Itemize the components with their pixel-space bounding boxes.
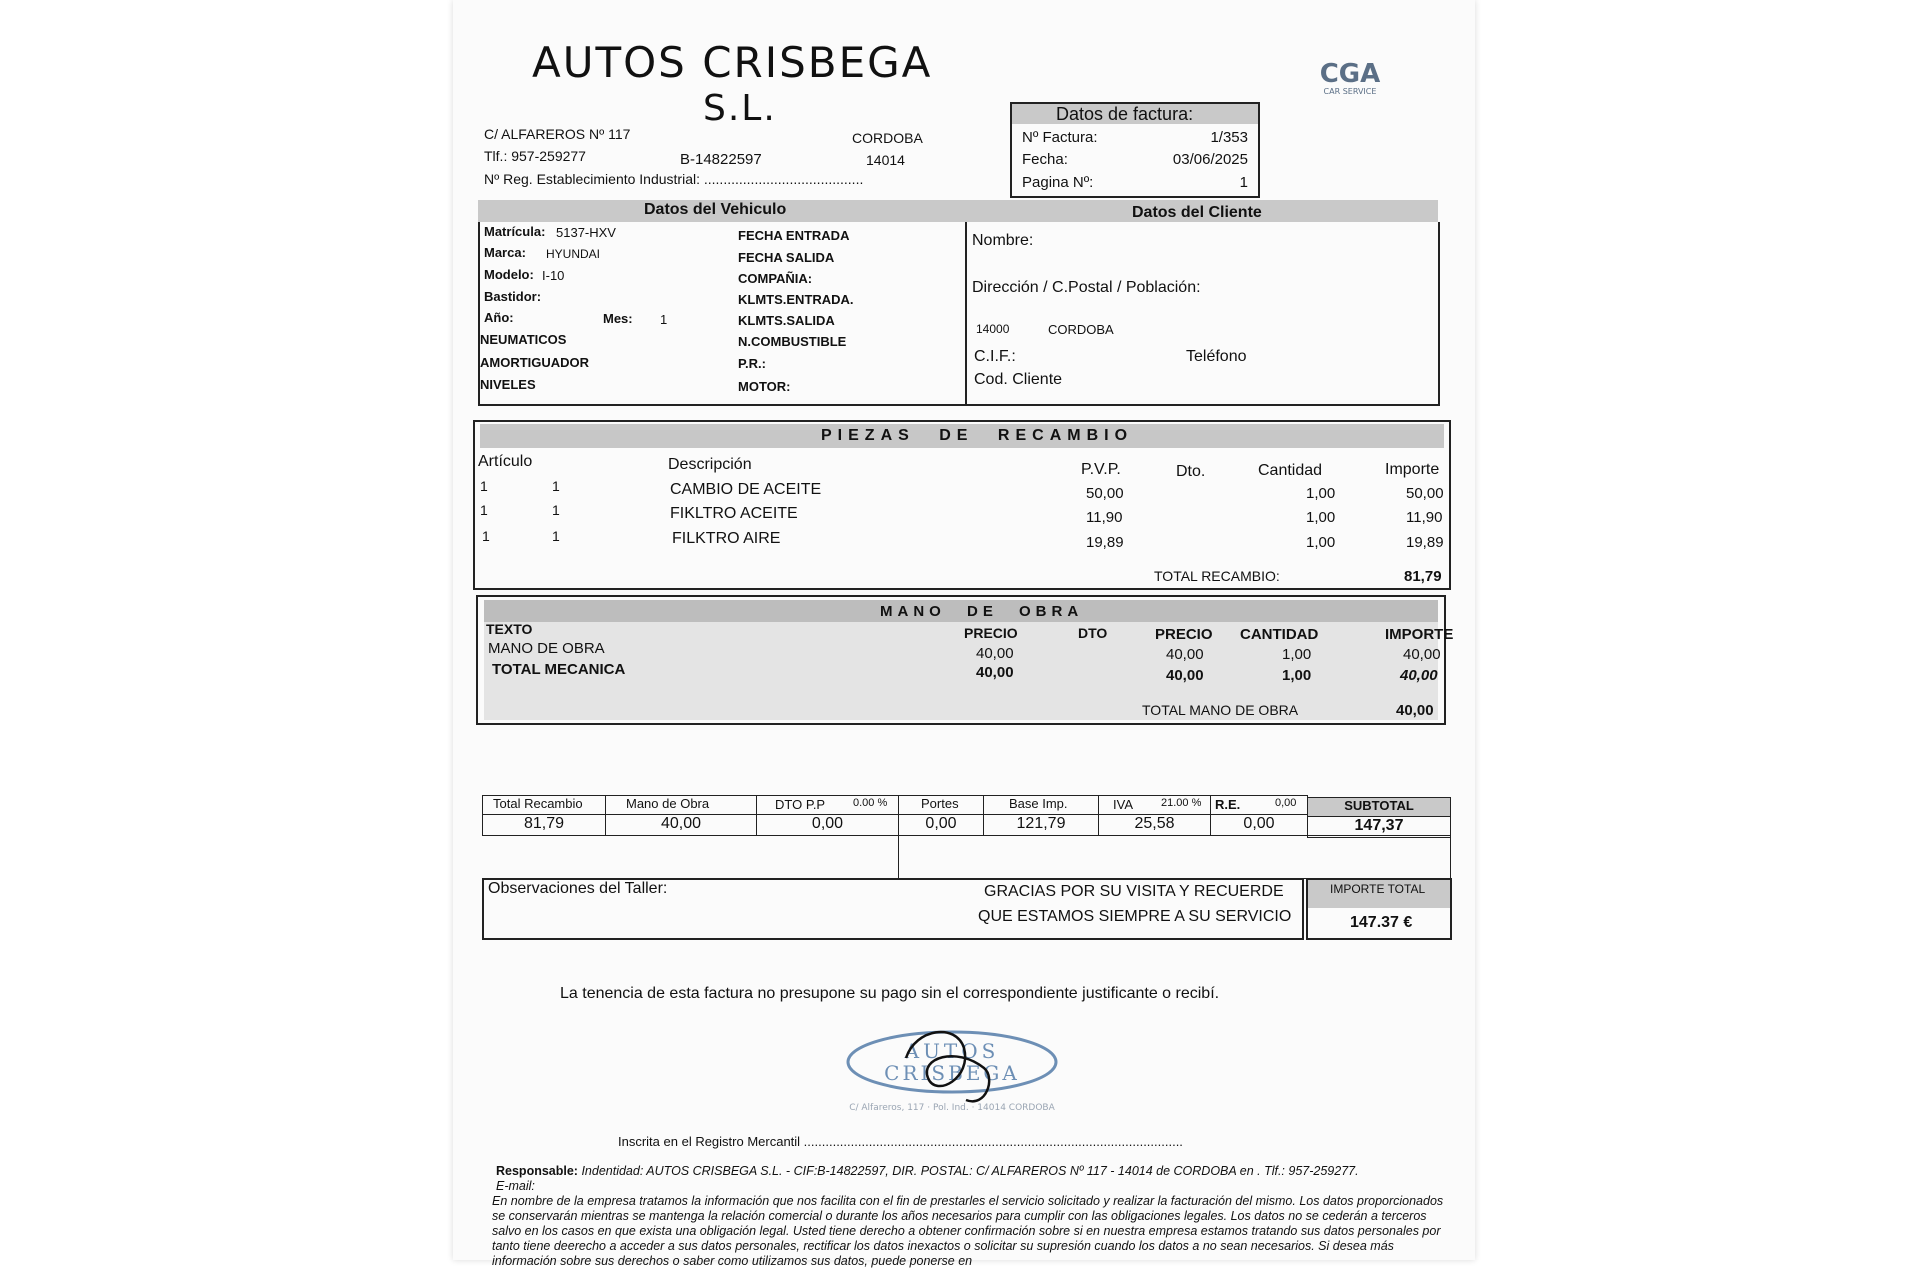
registro-mercantil: Inscrita en el Registro Mercantil ......................................................................................................... xyxy=(618,1134,1183,1149)
sum-h-mano: Mano de Obra xyxy=(605,795,757,815)
labor-row-quantity: 1,00 xyxy=(1282,667,1312,684)
invoice-page-label: Pagina Nº: xyxy=(1022,174,1094,191)
sum-h-re: R.E. xyxy=(1215,797,1241,812)
parts-total-label: TOTAL RECAMBIO: xyxy=(1154,568,1280,584)
company-registry: Nº Reg. Establecimiento Industrial: ......................................... xyxy=(484,171,864,187)
company-phone: Tlf.: 957-259277 xyxy=(484,148,586,164)
row-pvp: 11,90 xyxy=(1086,509,1123,526)
labor-row-quantity: 1,00 xyxy=(1282,646,1312,663)
sum-h-re-cell xyxy=(1210,795,1308,815)
labor-col-precio-net: PRECIO xyxy=(1155,626,1213,643)
nombre-label: Nombre: xyxy=(972,232,1034,249)
mes-value: 1 xyxy=(660,312,668,327)
payment-note: La tenencia de esta factura no presupone su pago sin el correspondiente justificante o recibí. xyxy=(560,985,1220,1002)
invoice-number: 1/353 xyxy=(1210,129,1248,146)
labor-col-precio: PRECIO xyxy=(964,625,1018,641)
row-article-sub: 1 xyxy=(552,528,560,544)
row-pvp: 19,89 xyxy=(1086,534,1124,551)
invoice-page-number: 1 xyxy=(1239,174,1248,191)
marca-label: Marca: xyxy=(484,245,526,260)
stamp-address: C/ Alfareros, 117 · Pol. Ind. · 14014 CORDOBA xyxy=(849,1103,1055,1113)
telefono-label: Teléfono xyxy=(1186,348,1247,365)
pr-label: P.R.: xyxy=(738,356,766,371)
labor-row-amount: 40,00 xyxy=(1400,667,1438,684)
amortiguador-label: AMORTIGUADOR xyxy=(480,355,590,370)
row-description: CAMBIO DE ACEITE xyxy=(670,481,822,498)
neumaticos-label: NEUMATICOS xyxy=(480,332,567,347)
cif-label: C.I.F.: xyxy=(974,348,1016,365)
modelo-value: I-10 xyxy=(542,268,565,283)
row-quantity: 1,00 xyxy=(1306,509,1336,526)
labor-col-importe: IMPORTE xyxy=(1385,626,1454,643)
row-quantity: 1,00 xyxy=(1306,534,1336,551)
labor-row-price: 40,00 xyxy=(976,664,1014,681)
row-description: FIKLTRO ACEITE xyxy=(670,505,798,522)
sum-h-re-val: 0,00 xyxy=(1275,797,1297,809)
labor-total: 40,00 xyxy=(1396,702,1434,719)
labor-title: MANO DE OBRA xyxy=(880,603,1084,620)
company-postal: 14014 xyxy=(866,152,905,168)
labor-col-dto: DTO xyxy=(1078,625,1108,641)
labor-col-cantidad: CANTIDAD xyxy=(1240,626,1319,643)
email-label: E-mail: xyxy=(496,1179,535,1193)
client-city: CORDOBA xyxy=(1048,322,1114,337)
row-quantity: 1,00 xyxy=(1306,485,1336,502)
sum-h-iva-pct: 21.00 % xyxy=(1161,797,1202,809)
row-pvp: 50,00 xyxy=(1086,485,1124,502)
sum-v-portes: 0,00 xyxy=(898,814,984,836)
vehicle-title: Datos del Vehiculo xyxy=(644,201,787,218)
invoice-date: 03/06/2025 xyxy=(1172,151,1248,168)
section-header-bar xyxy=(478,200,1438,222)
sum-h-recambio: Total Recambio xyxy=(482,795,606,815)
company-name: AUTOS CRISBEGA xyxy=(532,38,933,87)
matricula-label: Matrícula: xyxy=(484,224,546,239)
labor-texto-label: TEXTO xyxy=(486,621,533,637)
logo-text: CGA xyxy=(1319,59,1381,89)
sum-v-dto: 0,00 xyxy=(756,814,899,836)
sum-h-dto: DTO P.P xyxy=(775,797,826,812)
responsable-label: Responsable: xyxy=(496,1164,578,1178)
compania-label: COMPAÑIA: xyxy=(738,271,813,286)
sum-h-iva-cell xyxy=(1098,795,1211,815)
sum-blank-cell xyxy=(898,835,1451,879)
direccion-label: Dirección / C.Postal / Población: xyxy=(972,279,1201,296)
observations-line-2: QUE ESTAMOS SIEMPRE A SU SERVICIO xyxy=(978,908,1292,925)
col-pvp: P.V.P. xyxy=(1081,461,1121,478)
stamp-line-1: AUTOS xyxy=(904,1039,1000,1063)
parts-title: PIEZAS DE RECAMBIO xyxy=(821,427,1134,444)
row-amount: 19,89 xyxy=(1406,534,1444,551)
labor-row-net-price: 40,00 xyxy=(1166,646,1204,663)
company-stamp xyxy=(836,1018,1068,1118)
sum-v-iva: 25,58 xyxy=(1098,814,1211,836)
company-city: CORDOBA xyxy=(852,130,923,146)
mes-label: Mes: xyxy=(603,311,633,326)
invoice-date-label: Fecha: xyxy=(1022,151,1068,168)
labor-row-net-price: 40,00 xyxy=(1166,667,1204,684)
stamp-line-2: CRISBEGA xyxy=(884,1061,1020,1085)
labor-row-price: 40,00 xyxy=(976,645,1014,662)
legal-text: En nombre de la empresa tratamos la información que nos facilita con el fin de prestarles el servicio solicitado y realizar la facturación del mismo. Los datos proporcionados se conservarán mientras se mantenga la relación comercial o durante los años necesarios para cumplir con las obligaciones legales. Los datos no se cederán a terceros salvo en los casos en que exista una obligación legal. Usted tiene derecho a obtener confirmación sobre si en nuestra empresa estamos tratando sus datos personales por tanto tiene deerecho a acceder a sus datos personales, rectificar los datos inexactos o solicitar su supresión cuando los datos a no sean necesarios. Si desea más información sobre sus derechos o saber como utilizamos sus datos, puede ponerse en xyxy=(492,1194,1444,1268)
importe-total-label: IMPORTE TOTAL xyxy=(1330,882,1426,896)
cga-logo xyxy=(1300,58,1400,96)
labor-row-amount: 40,00 xyxy=(1403,646,1441,663)
observations-label: Observaciones del Taller: xyxy=(488,880,668,897)
row-amount: 11,90 xyxy=(1406,509,1443,526)
invoice-number-label: Nº Factura: xyxy=(1022,129,1098,146)
parts-total: 81,79 xyxy=(1404,568,1442,585)
sum-v-recambio: 81,79 xyxy=(482,814,606,836)
row-description: FILKTRO AIRE xyxy=(672,530,781,547)
responsable-line xyxy=(496,1164,1359,1178)
company-address: C/ ALFAREROS Nº 117 xyxy=(484,126,631,142)
sum-h-dto-pct: 0.00 % xyxy=(853,797,888,809)
col-articulo: Artículo xyxy=(478,453,533,470)
sum-h-portes: Portes xyxy=(898,795,984,815)
col-importe: Importe xyxy=(1385,461,1440,478)
company-cif: B-14822597 xyxy=(680,151,762,168)
niveles-label: NIVELES xyxy=(480,377,536,392)
invoice-data-box xyxy=(1010,102,1260,198)
km-salida-label: KLMTS.SALIDA xyxy=(738,313,835,328)
n-combustible-label: N.COMBUSTIBLE xyxy=(738,334,847,349)
modelo-label: Modelo: xyxy=(484,267,534,282)
bastidor-label: Bastidor: xyxy=(484,289,542,304)
col-dto: Dto. xyxy=(1176,463,1206,480)
labor-total-label: TOTAL MANO DE OBRA xyxy=(1142,702,1299,718)
sum-v-mano: 40,00 xyxy=(605,814,757,836)
sum-v-base: 121,79 xyxy=(983,814,1099,836)
anio-label: Año: xyxy=(484,310,514,325)
responsable-text: Indentidad: AUTOS CRISBEGA S.L. - CIF:B-14822597, DIR. POSTAL: C/ ALFAREROS Nº 117 - 14014 de CORDOBA en . Tlf.: 957-259277. xyxy=(577,1164,1359,1178)
motor-label: MOTOR: xyxy=(738,379,791,394)
importe-total-value: 147.37 € xyxy=(1350,914,1413,931)
divider xyxy=(965,222,967,404)
sum-v-re: 0,00 xyxy=(1210,814,1308,836)
km-entrada-label: KLMTS.ENTRADA. xyxy=(738,292,854,307)
cod-cliente-label: Cod. Cliente xyxy=(974,371,1063,388)
observations-line-1: GRACIAS POR SU VISITA Y RECUERDE xyxy=(984,883,1284,900)
marca-value: HYUNDAI xyxy=(546,247,601,261)
sum-h-subtotal: SUBTOTAL xyxy=(1307,797,1451,817)
row-article-sub: 1 xyxy=(552,502,560,518)
col-descripcion: Descripción xyxy=(668,456,752,473)
labor-row-description: TOTAL MECANICA xyxy=(492,661,626,678)
sum-h-base: Base Imp. xyxy=(983,795,1099,815)
sum-h-iva: IVA xyxy=(1113,797,1133,812)
labor-row-description: MANO DE OBRA xyxy=(488,640,605,657)
company-suffix: S.L. xyxy=(703,88,777,129)
col-cantidad: Cantidad xyxy=(1258,462,1323,479)
client-postal: 14000 xyxy=(976,322,1010,336)
row-article: 1 xyxy=(480,502,488,518)
row-article: 1 xyxy=(480,478,488,494)
row-article: 1 xyxy=(482,528,490,544)
fecha-entrada-label: FECHA ENTRADA xyxy=(738,228,850,243)
fecha-salida-label: FECHA SALIDA xyxy=(738,250,835,265)
invoice-box-title: Datos de factura: xyxy=(1056,104,1194,124)
sum-v-subtotal: 147,37 xyxy=(1307,816,1451,838)
row-article-sub: 1 xyxy=(552,478,560,494)
sum-h-dto-cell xyxy=(756,795,899,815)
client-title: Datos del Cliente xyxy=(1132,204,1262,221)
logo-subtext: CAR SERVICE xyxy=(1323,87,1377,96)
matricula-value: 5137-HXV xyxy=(556,225,616,240)
row-amount: 50,00 xyxy=(1406,485,1444,502)
